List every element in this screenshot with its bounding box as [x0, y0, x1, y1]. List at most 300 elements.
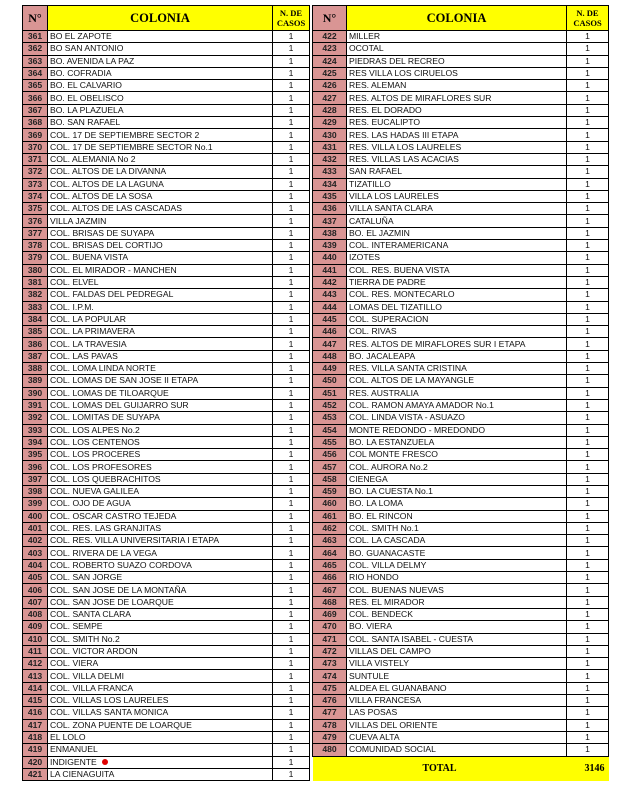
case-count	[273, 547, 310, 559]
case-count	[273, 485, 310, 497]
case-count	[273, 289, 310, 301]
row-number-text: 448	[322, 350, 337, 361]
row-number-text: 446	[322, 326, 337, 337]
case-count-text: 1	[288, 240, 294, 251]
table-row	[23, 670, 310, 682]
case-count	[567, 240, 609, 252]
colonia-name	[48, 203, 273, 215]
row-number	[313, 633, 347, 645]
case-count	[273, 264, 310, 276]
table-row	[23, 375, 310, 387]
colonia-name	[347, 215, 567, 227]
row-number	[23, 473, 48, 485]
row-number	[23, 424, 48, 436]
colonia-name	[48, 240, 273, 252]
case-count	[273, 670, 310, 682]
case-count-text: 1	[585, 215, 590, 226]
case-count	[567, 485, 609, 497]
row-number	[23, 412, 48, 424]
colonia-text: COL. ALTOS DE LA LAGUNA	[50, 178, 164, 189]
case-count	[567, 584, 609, 596]
colonia-text: VILLA LOS LAURELES	[349, 191, 439, 201]
case-count-text: 1	[288, 645, 294, 656]
header-colonia: COLONIA	[48, 6, 273, 31]
table-row	[23, 166, 310, 178]
colonia-text: COL. VILLA DELMY	[349, 559, 427, 570]
header-casos	[273, 6, 310, 31]
table-row	[313, 572, 609, 584]
case-count	[567, 153, 609, 165]
case-count-text: 1	[585, 682, 590, 693]
row-number-text: 467	[322, 584, 337, 595]
case-count	[273, 350, 310, 362]
colonia-text: RES. ALTOS DE MIRAFLORES SUR	[349, 92, 492, 103]
case-count-text: 1	[585, 584, 590, 595]
colonia-text: COL. SUPERACION	[349, 313, 429, 324]
colonia-text: RIO HONDO	[349, 572, 399, 583]
case-count	[273, 449, 310, 461]
table-row	[313, 608, 609, 620]
row-number-text: 410	[27, 633, 43, 644]
table-row	[313, 522, 609, 534]
colonia-name	[48, 645, 273, 657]
case-count-text: 1	[288, 31, 294, 42]
row-number	[23, 375, 48, 387]
case-count	[273, 719, 310, 731]
row-number-text: 430	[322, 129, 337, 140]
row-number	[313, 289, 347, 301]
table-row	[23, 80, 310, 92]
colonia-name	[347, 141, 567, 153]
table-row	[23, 559, 310, 571]
row-number-text: 443	[322, 289, 337, 300]
case-count-text: 1	[585, 596, 590, 607]
table-row	[313, 153, 609, 165]
table-row	[313, 547, 609, 559]
row-number	[23, 547, 48, 559]
table-row	[313, 436, 609, 448]
table-row	[313, 744, 609, 756]
table-row	[23, 744, 310, 756]
case-count	[273, 80, 310, 92]
row-number	[313, 707, 347, 719]
colonia-text: COL. LOS ALPES No.2	[50, 424, 140, 435]
case-count-text: 1	[288, 154, 294, 165]
row-number	[313, 621, 347, 633]
case-count-text: 1	[585, 313, 590, 324]
case-count	[273, 461, 310, 473]
case-count	[567, 313, 609, 325]
table-row	[313, 498, 609, 510]
case-count-text: 1	[585, 338, 590, 349]
table-row	[313, 731, 609, 743]
case-count-text: 1	[288, 277, 294, 288]
colonia-name	[48, 412, 273, 424]
row-number-text: 372	[27, 166, 43, 177]
row-number-text: 380	[27, 264, 43, 275]
case-count	[273, 522, 310, 534]
case-count-text: 1	[585, 141, 590, 152]
case-count	[567, 449, 609, 461]
table-row	[313, 485, 609, 497]
case-count	[567, 301, 609, 313]
case-count	[273, 498, 310, 510]
table-row	[313, 92, 609, 104]
case-count	[567, 695, 609, 707]
case-count-text: 1	[585, 412, 590, 423]
case-count-text: 1	[288, 375, 294, 386]
case-count	[567, 387, 609, 399]
colonia-text: COL. SEMPE	[50, 621, 103, 632]
case-count	[273, 510, 310, 522]
colonia-text: COL. VILLAS SANTA MONICA	[50, 707, 169, 718]
case-count-text: 1	[288, 523, 294, 534]
table-row	[23, 289, 310, 301]
colonia-text: COL. LA PRIMAVERA	[50, 326, 135, 337]
colonia-name	[347, 326, 567, 338]
row-number-text: 389	[27, 375, 43, 386]
table-row	[23, 608, 310, 620]
row-number	[23, 670, 48, 682]
colonia-text: COL. SANTA CLARA	[50, 609, 132, 620]
row-number	[313, 166, 347, 178]
colonia-name	[48, 510, 273, 522]
row-number-text: 370	[27, 141, 43, 152]
colonia-text: COL. SANTA ISABEL - CUESTA	[349, 633, 474, 644]
case-count	[567, 412, 609, 424]
case-count	[273, 43, 310, 55]
colonia-text: CUEVA ALTA	[349, 732, 400, 743]
case-count	[273, 141, 310, 153]
case-count-text: 1	[585, 326, 590, 337]
table-row	[313, 31, 609, 43]
case-count	[273, 55, 310, 67]
case-count	[567, 522, 609, 534]
row-number-text: 362	[27, 43, 43, 54]
colonia-name	[347, 559, 567, 571]
row-number-text: 462	[322, 523, 337, 534]
case-count-text: 1	[288, 732, 294, 743]
table-row	[313, 350, 609, 362]
table-row	[23, 682, 310, 694]
case-count	[273, 572, 310, 584]
case-count-text: 1	[288, 449, 294, 460]
row-number	[23, 744, 48, 756]
colonia-name	[48, 547, 273, 559]
colonia-name	[48, 276, 273, 288]
case-count-text: 1	[288, 178, 294, 189]
colonia-name	[48, 387, 273, 399]
row-number	[23, 276, 48, 288]
row-number	[23, 338, 48, 350]
total-value: 3146	[567, 756, 609, 781]
row-number-text: 450	[322, 375, 337, 386]
table-row	[313, 80, 609, 92]
table-row	[313, 633, 609, 645]
case-count-text: 1	[585, 227, 590, 238]
colonia-text: COL. RES. MONTECARLO	[349, 289, 455, 300]
row-number-text: 440	[322, 252, 337, 263]
row-number-text: 400	[27, 510, 43, 521]
header-row	[23, 6, 310, 31]
row-number-text: 373	[27, 178, 43, 189]
row-number-text: 459	[322, 486, 337, 497]
colonia-text: BO. LA PLAZUELA	[50, 104, 124, 115]
row-number-text: 473	[322, 658, 337, 669]
row-number-text: 376	[27, 215, 43, 226]
case-count	[567, 633, 609, 645]
colonia-name	[347, 608, 567, 620]
colonia-text: COL. RES. BUENA VISTA	[349, 264, 450, 275]
row-number	[23, 387, 48, 399]
row-number	[313, 190, 347, 202]
colonia-text: RES. EL DORADO	[349, 104, 422, 115]
colonia-text: COL. RES. LAS GRANJITAS	[50, 523, 162, 534]
row-number	[313, 449, 347, 461]
table-row	[313, 264, 609, 276]
table-row	[23, 326, 310, 338]
row-number	[23, 633, 48, 645]
case-count	[273, 399, 310, 411]
row-number	[313, 608, 347, 620]
colonia-text: MILLER	[349, 31, 381, 42]
row-number	[23, 768, 48, 780]
colonia-text: COL. 17 DE SEPTIEMBRE SECTOR No.1	[50, 141, 213, 152]
table-row	[23, 633, 310, 645]
colonia-text: COL. ALEMANIA No 2	[50, 154, 136, 165]
row-number	[23, 67, 48, 79]
colonia-text: COL. BUENA VISTA	[50, 252, 129, 263]
case-count	[567, 166, 609, 178]
row-number	[23, 535, 48, 547]
row-number-text: 472	[322, 645, 337, 656]
case-count-text: 1	[585, 166, 590, 177]
colonia-name	[48, 178, 273, 190]
colonia-name	[48, 141, 273, 153]
colonia-text: BO. SAN RAFAEL	[50, 117, 121, 128]
table-row	[23, 572, 310, 584]
row-number-text: 477	[322, 707, 337, 718]
colonia-text: VILLAS DEL CAMPO	[349, 645, 431, 656]
colonia-name	[347, 412, 567, 424]
table-row	[23, 141, 310, 153]
colonia-name	[48, 449, 273, 461]
case-count-text: 1	[288, 461, 294, 472]
colonia-name	[347, 375, 567, 387]
row-number	[313, 498, 347, 510]
colonia-text: ENMANUEL	[50, 744, 98, 755]
case-count	[273, 375, 310, 387]
case-count-text: 1	[585, 633, 590, 644]
table-row	[313, 227, 609, 239]
row-number-text: 420	[27, 756, 43, 767]
row-number	[23, 301, 48, 313]
case-count-text: 1	[288, 215, 294, 226]
colonia-text: COL. BRISAS DEL CORTIJO	[50, 240, 163, 251]
case-count	[567, 399, 609, 411]
table-row	[313, 707, 609, 719]
case-count-text: 1	[288, 387, 294, 398]
case-count	[567, 510, 609, 522]
colonia-name	[347, 473, 567, 485]
row-number	[313, 67, 347, 79]
case-count	[567, 252, 609, 264]
row-number	[313, 264, 347, 276]
row-number	[23, 240, 48, 252]
case-count-text: 1	[288, 510, 294, 521]
colonia-name	[347, 276, 567, 288]
case-count-text: 1	[585, 387, 590, 398]
colonia-name	[347, 363, 567, 375]
row-number-text: 428	[322, 104, 337, 115]
colonia-name	[347, 129, 567, 141]
case-count	[567, 682, 609, 694]
row-number	[23, 572, 48, 584]
case-count-text: 1	[288, 55, 294, 66]
colonia-name	[48, 633, 273, 645]
colonia-name	[347, 399, 567, 411]
colonia-name	[347, 461, 567, 473]
row-number	[313, 117, 347, 129]
case-count-text: 1	[585, 436, 590, 447]
case-count	[567, 375, 609, 387]
colonia-name	[347, 707, 567, 719]
table-row	[23, 535, 310, 547]
case-count-text: 1	[585, 461, 590, 472]
cases-table-left	[22, 5, 310, 781]
case-count-text: 1	[585, 572, 590, 583]
colonia-text: ALDEA EL GUANABANO	[349, 682, 447, 693]
row-number-text: 447	[322, 338, 337, 349]
case-count-text: 1	[585, 486, 590, 497]
colonia-name	[48, 326, 273, 338]
case-count	[567, 670, 609, 682]
case-count-text: 1	[585, 80, 590, 91]
colonia-text: COL. LA CASCADA	[349, 535, 426, 546]
row-number-text: 391	[27, 400, 43, 411]
case-count	[567, 658, 609, 670]
table-row	[313, 203, 609, 215]
row-number	[23, 436, 48, 448]
colonia-text: COMUNIDAD SOCIAL	[349, 744, 436, 755]
case-count	[273, 240, 310, 252]
row-number	[23, 658, 48, 670]
case-count-text: 1	[585, 609, 590, 620]
colonia-name	[347, 117, 567, 129]
table-row	[313, 141, 609, 153]
colonia-name	[48, 522, 273, 534]
table-row	[313, 166, 609, 178]
colonia-text: COL. VILLAS LOS LAURELES	[50, 695, 169, 706]
colonia-name	[347, 670, 567, 682]
colonia-text: COL. SAN JORGE	[50, 572, 123, 583]
row-number-text: 404	[27, 559, 43, 570]
case-count-text: 1	[585, 547, 590, 558]
case-count-text: 1	[585, 289, 590, 300]
table-row	[23, 31, 310, 43]
colonia-text: COL. LAS PAVAS	[50, 350, 118, 361]
case-count	[273, 338, 310, 350]
row-number-text: 437	[322, 215, 337, 226]
colonia-text: COL. AURORA No.2	[349, 461, 428, 472]
case-count	[273, 584, 310, 596]
case-count	[567, 719, 609, 731]
table-row	[313, 584, 609, 596]
row-number-text: 435	[322, 191, 337, 201]
colonia-text: VILLA SANTA CLARA	[349, 203, 433, 214]
row-number	[313, 559, 347, 571]
table-row	[313, 289, 609, 301]
colonia-text: BO SAN ANTONIO	[50, 43, 124, 54]
table-row	[23, 461, 310, 473]
colonia-name	[48, 129, 273, 141]
table-row	[313, 658, 609, 670]
row-number	[23, 449, 48, 461]
colonia-name	[48, 67, 273, 79]
colonia-text: BO. EL JAZMIN	[349, 227, 410, 238]
colonia-name	[347, 584, 567, 596]
row-number	[23, 682, 48, 694]
row-number-text: 411	[28, 645, 42, 656]
header-casos-line1: N. DE	[576, 8, 599, 18]
colonia-name	[48, 80, 273, 92]
colonia-name	[347, 658, 567, 670]
colonia-name	[48, 473, 273, 485]
row-number-text: 433	[322, 166, 337, 177]
case-count	[273, 707, 310, 719]
row-number-text: 375	[27, 203, 43, 214]
case-count	[273, 67, 310, 79]
row-number-text: 441	[322, 264, 337, 275]
colonia-text: PIEDRAS DEL RECREO	[349, 55, 445, 66]
table-row	[23, 596, 310, 608]
row-number	[23, 117, 48, 129]
colonia-text: BO. LA LOMA	[349, 498, 403, 509]
colonia-text: COL. ELVEL	[50, 277, 99, 288]
colonia-name	[48, 215, 273, 227]
colonia-name	[48, 43, 273, 55]
row-number-text: 382	[27, 289, 43, 300]
row-number	[313, 473, 347, 485]
row-number-text: 405	[27, 572, 43, 583]
row-number	[313, 375, 347, 387]
colonia-name	[48, 608, 273, 620]
row-number	[23, 731, 48, 743]
colonia-name	[347, 449, 567, 461]
table-row	[313, 338, 609, 350]
colonia-name	[347, 252, 567, 264]
colonia-text: CIENEGA	[349, 473, 388, 484]
case-count-text: 1	[288, 203, 294, 214]
case-count-text: 1	[288, 141, 294, 152]
table-row	[23, 658, 310, 670]
colonia-name	[347, 203, 567, 215]
case-count-text: 1	[288, 719, 294, 730]
table-row	[23, 719, 310, 731]
colonia-name	[347, 166, 567, 178]
colonia-text: RES. ALTOS DE MIRAFLORES SUR I ETAPA	[349, 338, 526, 349]
colonia-text: COL. RIVERA DE LA VEGA	[50, 547, 157, 558]
colonia-text: COL. RIVAS	[349, 326, 397, 337]
row-number	[23, 584, 48, 596]
row-number-text: 403	[27, 547, 43, 558]
colonia-text: COL. BRISAS DE SUYAPA	[50, 227, 155, 238]
row-number	[23, 215, 48, 227]
row-number	[23, 227, 48, 239]
row-number-text: 392	[27, 412, 43, 423]
row-number	[313, 363, 347, 375]
colonia-text: RES. LAS HADAS III ETAPA	[349, 129, 459, 140]
